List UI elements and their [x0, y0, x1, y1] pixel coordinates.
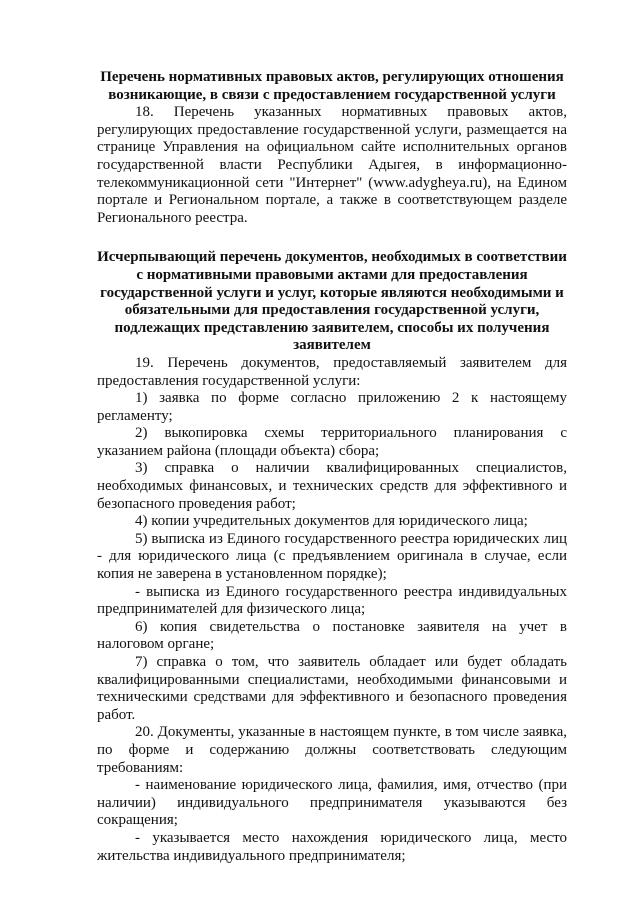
- paragraph-20: 20. Документы, указанные в настоящем пункте, в том числе заявка, по форме и содержанию должны соответствовать следующим требованиям:: [97, 724, 567, 776]
- section-spacer: [97, 227, 567, 249]
- list-item-7: 7) справка о том, что заявитель обладает или будет обладать квалифицированными специалистами, необходимыми финансовыми и техническими средствами для эффективного и безопасного проведения работ.: [97, 654, 567, 723]
- section-heading-documents-list: Исчерпывающий перечень документов, необходимых в соответствии с нормативными правовыми актами для предоставления государственной услуги и услуг, которые являются необходимыми и обязательными для предоставления государственной услуги, подлежащих представлению заявителем, способы их получения заявителем: [97, 249, 567, 354]
- paragraph-18: 18. Перечень указанных нормативных правовых актов, регулирующих предоставление государственной услуги, размещается на странице Управления на официальном сайте исполнительных органов государственной власти Республики Адыгея, в информационно-телекоммуникационной сети "Интернет" (www.adygheya.ru), на Едином портале и Региональном портале, а также в соответствующем разделе Регионального реестра.: [97, 104, 567, 226]
- requirement-item-1: - наименование юридического лица, фамилия, имя, отчество (при наличии) индивидуального предпринимателя указываются без сокращения;: [97, 777, 567, 829]
- list-item-2: 2) выкопировка схемы территориального планирования с указанием района (площади объекта) сбора;: [97, 425, 567, 459]
- list-item-1: 1) заявка по форме согласно приложению 2 к настоящему регламенту;: [97, 390, 567, 424]
- list-item-3: 3) справка о наличии квалифицированных специалистов, необходимых финансовых, и технических средств для эффективного и безопасного проведения работ;: [97, 460, 567, 512]
- list-item-5-dash: - выписка из Единого государственного реестра индивидуальных предпринимателей для физического лица;: [97, 583, 567, 618]
- section-heading-legal-acts: Перечень нормативных правовых актов, регулирующих отношения возникающие, в связи с предоставлением государственной услуги: [100, 69, 564, 103]
- document-page: [97, 69, 567, 865]
- paragraph-19: 19. Перечень документов, предоставляемый заявителем для предоставления государственной услуги:: [97, 354, 567, 389]
- list-item-4: 4) копии учредительных документов для юридического лица;: [135, 513, 528, 530]
- requirement-item-2: - указывается место нахождения юридического лица, место жительства индивидуального предпринимателя;: [97, 829, 567, 864]
- list-item-6: 6) копия свидетельства о постановке заявителя на учет в налоговом органе;: [97, 618, 567, 653]
- list-item-5: 5) выписка из Единого государственного реестра юридических лиц - для юридического лица (с предъявлением оригинала в случае, если копия не заверена в установленном порядке);: [97, 530, 567, 583]
